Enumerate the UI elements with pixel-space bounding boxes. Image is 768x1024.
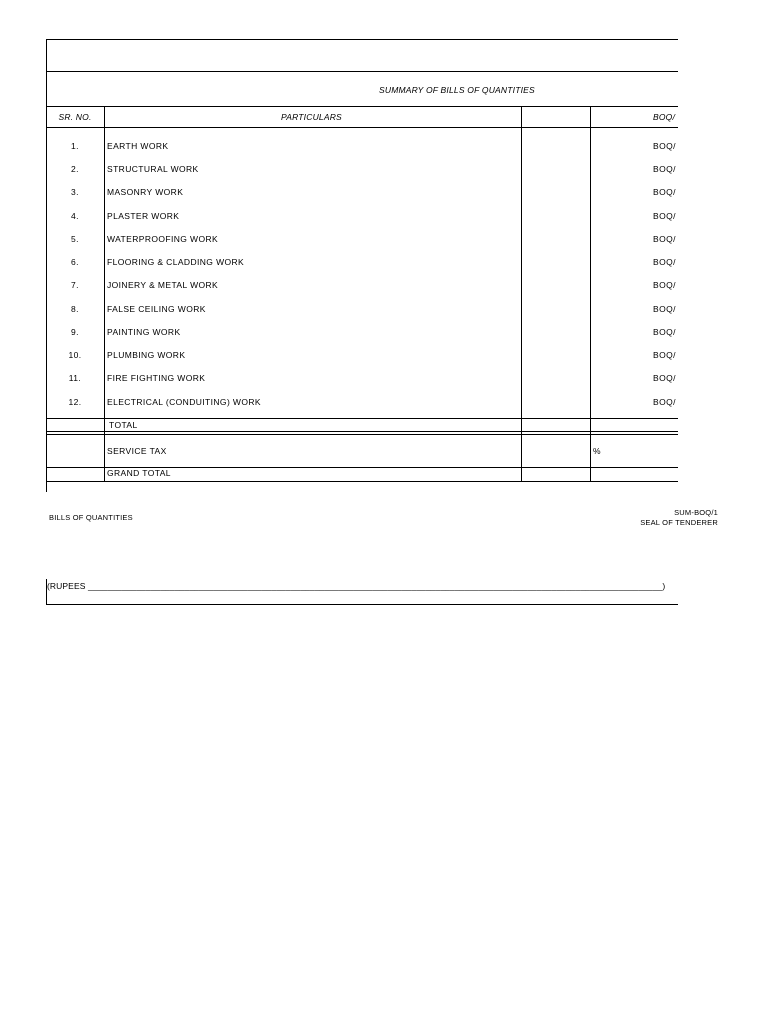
row-sr: 3. xyxy=(71,187,79,197)
row-sr: 1. xyxy=(71,141,79,151)
row-sr: 5. xyxy=(71,234,79,244)
row-boq: BOQ/ xyxy=(653,141,676,151)
service-tax-percent: % xyxy=(593,446,601,456)
row-sr: 7. xyxy=(71,280,79,290)
row-particular: PLASTER WORK xyxy=(107,211,180,221)
row-boq: BOQ/ xyxy=(653,397,676,407)
rupees-bottom-border xyxy=(46,604,678,605)
header-top-border xyxy=(46,106,678,107)
row-sr: 9. xyxy=(71,327,79,337)
row-boq: BOQ/ xyxy=(653,280,676,290)
col-divider-particulars xyxy=(521,106,522,481)
footer-bills-of-quantities: BILLS OF QUANTITIES xyxy=(49,513,133,522)
service-tax-label: SERVICE TAX xyxy=(107,446,167,456)
row-boq: BOQ/ xyxy=(653,187,676,197)
row-sr: 12. xyxy=(68,397,82,407)
row-boq: BOQ/ xyxy=(653,211,676,221)
row-boq: BOQ/ xyxy=(653,327,676,337)
row-particular: WATERPROOFING WORK xyxy=(107,234,219,244)
title-top-border xyxy=(46,71,678,72)
header-particulars: PARTICULARS xyxy=(281,112,342,122)
row-sr: 8. xyxy=(71,304,79,314)
row-particular: MASONRY WORK xyxy=(107,187,184,197)
total-bottom-border xyxy=(46,431,678,432)
row-particular: PLUMBING WORK xyxy=(107,350,186,360)
row-particular: FLOORING & CLADDING WORK xyxy=(107,257,245,267)
row-boq: BOQ/ xyxy=(653,257,676,267)
footer-seal-of-tenderer: SEAL OF TENDERER xyxy=(640,518,718,527)
row-boq: BOQ/ xyxy=(653,304,676,314)
header-sr-no: SR. NO. xyxy=(58,112,92,122)
row-particular: EARTH WORK xyxy=(107,141,169,151)
col-divider-blank xyxy=(590,106,591,481)
row-sr: 4. xyxy=(71,211,79,221)
top-border xyxy=(46,39,678,40)
page-title: SUMMARY OF BILLS OF QUANTITIES xyxy=(379,85,535,95)
row-particular: STRUCTURAL WORK xyxy=(107,164,199,174)
grand-total-label: GRAND TOTAL xyxy=(107,468,171,478)
row-particular: PAINTING WORK xyxy=(107,327,181,337)
total-bottom-border-2 xyxy=(46,434,678,435)
row-particular: ELECTRICAL (CONDUITING) WORK xyxy=(107,397,261,407)
row-boq: BOQ/ xyxy=(653,373,676,383)
row-boq: BOQ/ xyxy=(653,350,676,360)
row-sr: 11. xyxy=(68,373,82,383)
row-boq: BOQ/ xyxy=(653,234,676,244)
header-bottom-border xyxy=(46,127,678,128)
header-boq: BOQ/ xyxy=(653,112,676,122)
rupees-line: (RUPEES _______________________________________________________________________________________________________________________) xyxy=(47,581,666,591)
footer-code: SUM-BOQ/1 xyxy=(674,508,718,517)
col-divider-sr xyxy=(104,106,105,481)
row-boq: BOQ/ xyxy=(653,164,676,174)
row-sr: 6. xyxy=(71,257,79,267)
row-particular: JOINERY & METAL WORK xyxy=(107,280,219,290)
row-sr: 2. xyxy=(71,164,79,174)
total-label: TOTAL xyxy=(109,420,138,430)
grand-total-bottom-border xyxy=(46,481,678,482)
row-particular: FALSE CEILING WORK xyxy=(107,304,206,314)
row-particular: FIRE FIGHTING WORK xyxy=(107,373,206,383)
row-sr: 10. xyxy=(68,350,82,360)
total-top-border xyxy=(46,418,678,419)
